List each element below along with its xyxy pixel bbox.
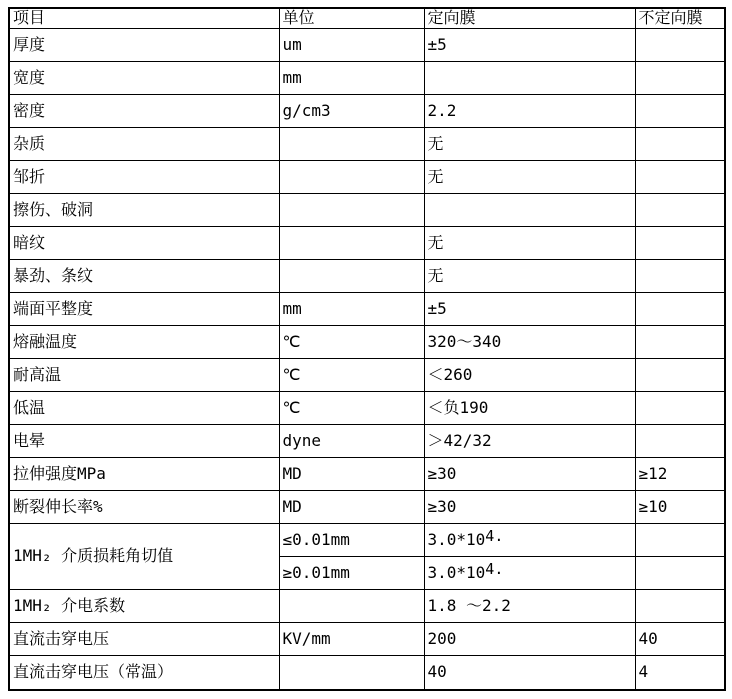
cell-oriented: ＜负190 — [424, 392, 635, 425]
cell-item: 杂质 — [9, 128, 279, 161]
cell-item: 直流击穿电压（常温） — [9, 656, 279, 690]
cell-item: 直流击穿电压 — [9, 623, 279, 656]
table-row — [9, 425, 725, 458]
cell-oriented: 无 — [424, 227, 635, 260]
column-header-non-oriented-film: 不定向膜 — [635, 8, 725, 29]
cell-item: 密度 — [9, 95, 279, 128]
value-exponent: 4. — [485, 526, 504, 545]
cell-non-oriented — [635, 590, 725, 623]
spec-table — [8, 7, 726, 691]
cell-unit: um — [279, 29, 424, 62]
cell-item: 断裂伸长率% — [9, 491, 279, 524]
cell-item: 熔融温度 — [9, 326, 279, 359]
cell-item: 暴劲、条纹 — [9, 260, 279, 293]
cell-oriented: ＞42/32 — [424, 425, 635, 458]
cell-oriented: 无 — [424, 128, 635, 161]
cell-oriented: ＜260 — [424, 359, 635, 392]
cell-non-oriented — [635, 62, 725, 95]
cell-non-oriented — [635, 293, 725, 326]
cell-item: 耐高温 — [9, 359, 279, 392]
cell-non-oriented — [635, 128, 725, 161]
table-row — [9, 590, 725, 623]
cell-oriented: 320～340 — [424, 326, 635, 359]
cell-oriented: 2.2 — [424, 95, 635, 128]
cell-unit: ℃ — [279, 359, 424, 392]
cell-unit: ≥0.01mm — [279, 557, 424, 590]
column-header-oriented-film: 定向膜 — [424, 8, 635, 29]
value-exponent: 4. — [485, 559, 504, 578]
cell-non-oriented — [635, 161, 725, 194]
table-row — [9, 128, 725, 161]
cell-oriented: 1.8 ～2.2 — [424, 590, 635, 623]
table-row — [9, 359, 725, 392]
cell-item: 低温 — [9, 392, 279, 425]
cell-oriented: ±5 — [424, 29, 635, 62]
cell-oriented: 无 — [424, 161, 635, 194]
cell-unit — [279, 590, 424, 623]
cell-oriented: ≥30 — [424, 458, 635, 491]
column-header-item: 项目 — [9, 8, 279, 29]
cell-non-oriented — [635, 29, 725, 62]
cell-non-oriented — [635, 557, 725, 590]
cell-unit: ℃ — [279, 392, 424, 425]
cell-item: 邹折 — [9, 161, 279, 194]
cell-oriented: 200 — [424, 623, 635, 656]
cell-item: 电晕 — [9, 425, 279, 458]
cell-unit — [279, 227, 424, 260]
cell-unit: mm — [279, 293, 424, 326]
cell-non-oriented — [635, 425, 725, 458]
cell-unit: KV/mm — [279, 623, 424, 656]
table-row — [9, 458, 725, 491]
cell-oriented — [424, 62, 635, 95]
cell-unit: ≤0.01mm — [279, 524, 424, 557]
cell-non-oriented — [635, 524, 725, 557]
cell-oriented — [424, 194, 635, 227]
table-row — [9, 95, 725, 128]
cell-non-oriented — [635, 227, 725, 260]
cell-item-merged: 1MH₂ 介质损耗角切值 — [9, 524, 279, 590]
table-row — [9, 161, 725, 194]
cell-item: 宽度 — [9, 62, 279, 95]
column-header-unit: 单位 — [279, 8, 424, 29]
cell-non-oriented: 40 — [635, 623, 725, 656]
cell-unit — [279, 194, 424, 227]
value-base: 3.0*10 — [427, 529, 486, 549]
cell-unit — [279, 161, 424, 194]
table-row — [9, 194, 725, 227]
cell-non-oriented — [635, 359, 725, 392]
cell-non-oriented — [635, 392, 725, 425]
cell-non-oriented — [635, 194, 725, 227]
table-row — [9, 293, 725, 326]
table-row — [9, 260, 725, 293]
cell-oriented — [424, 524, 635, 557]
table-row — [9, 524, 725, 557]
table-row — [9, 326, 725, 359]
cell-non-oriented: ≥10 — [635, 491, 725, 524]
table-row — [9, 656, 725, 690]
cell-unit: dyne — [279, 425, 424, 458]
cell-unit: MD — [279, 491, 424, 524]
cell-oriented — [424, 557, 635, 590]
cell-non-oriented — [635, 260, 725, 293]
cell-non-oriented: ≥12 — [635, 458, 725, 491]
cell-item: 厚度 — [9, 29, 279, 62]
cell-non-oriented: 4 — [635, 656, 725, 690]
cell-oriented: 无 — [424, 260, 635, 293]
cell-item: 1MH₂ 介电系数 — [9, 590, 279, 623]
cell-item: 擦伤、破洞 — [9, 194, 279, 227]
cell-non-oriented — [635, 95, 725, 128]
cell-oriented: ±5 — [424, 293, 635, 326]
cell-oriented: 40 — [424, 656, 635, 690]
cell-unit: ℃ — [279, 326, 424, 359]
table-row — [9, 227, 725, 260]
cell-unit — [279, 260, 424, 293]
cell-unit — [279, 128, 424, 161]
cell-item: 端面平整度 — [9, 293, 279, 326]
cell-unit: MD — [279, 458, 424, 491]
table-row — [9, 392, 725, 425]
cell-unit: g/cm3 — [279, 95, 424, 128]
cell-item: 暗纹 — [9, 227, 279, 260]
table-row — [9, 491, 725, 524]
cell-item: 拉伸强度MPa — [9, 458, 279, 491]
value-base: 3.0*10 — [427, 562, 486, 582]
cell-oriented: ≥30 — [424, 491, 635, 524]
table-row — [9, 623, 725, 656]
cell-unit: mm — [279, 62, 424, 95]
cell-non-oriented — [635, 326, 725, 359]
cell-unit — [279, 656, 424, 690]
header-row — [9, 8, 725, 29]
table-row — [9, 29, 725, 62]
table-row — [9, 62, 725, 95]
